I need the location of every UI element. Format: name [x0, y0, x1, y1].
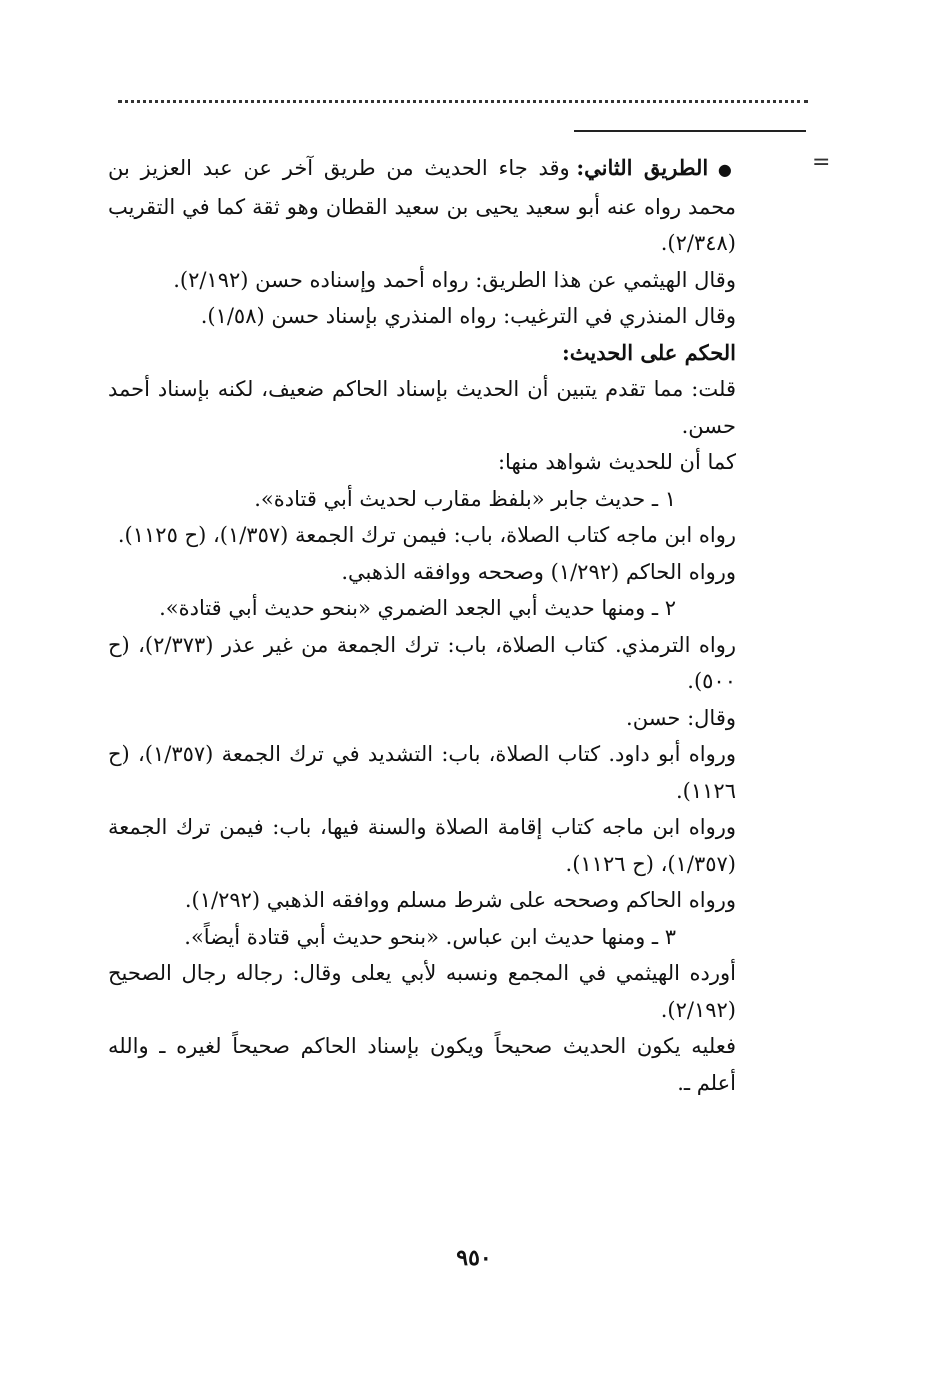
paragraph: وقال الهيثمي عن هذا الطريق: رواه أحمد وإسناده حسن (٢/١٩٢). — [173, 267, 736, 292]
paragraph: وقال: حسن. — [626, 705, 736, 730]
witness-item: ٣ ـ ومنها حديث ابن عباس. «بنحو حديث أبي قتادة أيضاً». — [184, 924, 676, 949]
header-rule — [574, 130, 806, 132]
paragraph: قلت: مما تقدم يتبين أن الحديث بإسناد الحاكم ضعيف، لكنه بإسناد أحمد حسن. — [108, 377, 736, 438]
header-dotted-line — [118, 100, 808, 103]
paragraph: ورواه أبو داود. كتاب الصلاة، باب: التشديد في ترك الجمعة (١/٣٥٧)، (ح ١١٢٦). — [108, 742, 736, 803]
witness-item: ١ ـ حديث جابر «بلفظ مقارب لحديث أبي قتادة». — [254, 486, 676, 511]
paragraph: كما أن للحديث شواهد منها: — [497, 450, 736, 474]
paragraph: ورواه ابن ماجه كتاب إقامة الصلاة والسنة فيها، باب: فيمن ترك الجمعة (١/٣٥٧)، (ح ١١٢٦). — [108, 815, 736, 876]
paragraph: ورواه الحاكم وصححه على شرط مسلم ووافقه الذهبي (١/٢٩٢). — [184, 888, 736, 912]
paragraph-text: وقد جاء الحديث من طريق آخر عن عبد العزيز بن محمد رواه عنه أبو سعيد يحيى بن سعيد القطان وهو ثقة كما في التقريب (٢/٣٤٨). — [108, 156, 736, 255]
paragraph: رواه ابن ماجه كتاب الصلاة، باب: فيمن ترك الجمعة (١/٣٥٧)، (ح ١١٢٥). — [117, 523, 736, 547]
page-number: ٩٥٠ — [456, 1245, 492, 1271]
witness-item: ٢ ـ ومنها حديث أبي الجعد الضمري «بنحو حديث أبي قتادة». — [159, 596, 676, 620]
route-heading: ● الطريق الثاني: — [576, 155, 736, 180]
paragraph: وقال المنذري في الترغيب: رواه المنذري بإسناد حسن (١/٥٨). — [200, 304, 736, 328]
paragraph: أورده الهيثمي في المجمع ونسبه لأبي يعلى وقال: رجاله رجال الصحيح (٢/١٩٢). — [108, 961, 736, 1022]
page-body — [108, 150, 736, 1101]
paragraph: ورواه الحاكم (١/٢٩٢) وصححه ووافقه الذهبي. — [341, 559, 736, 584]
section-heading: الحكم على الحديث: — [562, 339, 736, 365]
paragraph-second-route — [108, 150, 736, 262]
paragraph: فعليه يكون الحديث صحيحاً ويكون بإسناد الحاكم صحيحاً لغيره ـ والله أعلم ـ. — [108, 1034, 736, 1095]
margin-mark: = — [812, 150, 831, 175]
paragraph: رواه الترمذي. كتاب الصلاة، باب: ترك الجمعة من غير عذر (٢/٣٧٣)، (ح ٥٠٠). — [108, 632, 737, 693]
